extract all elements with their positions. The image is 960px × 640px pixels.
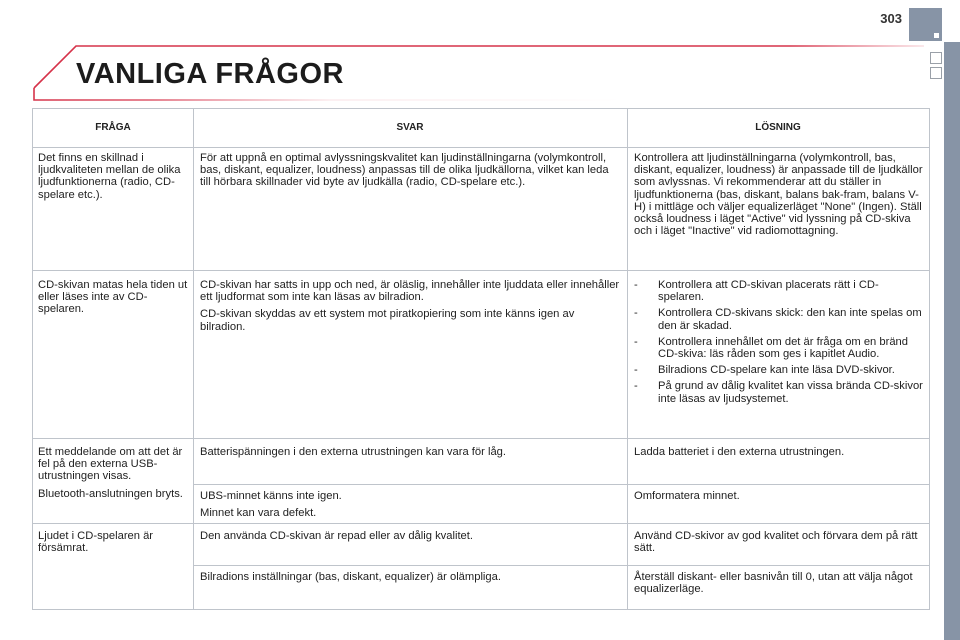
solution-list	[634, 279, 924, 405]
question-text: Ett meddelande om att det är fel på den externa USB-utrustningen visas.	[38, 446, 183, 483]
row2-solution	[634, 279, 924, 409]
subrow-divider	[193, 565, 929, 566]
table-header-row	[33, 109, 929, 148]
list-item: - På grund av dålig kvalitet kan vissa brända CD-skivor inte läsas av ljudsystemet.	[634, 380, 923, 405]
answer-text: Batterispänningen i den externa utrustningen kan vara för låg.	[200, 446, 506, 458]
list-item: - Kontrollera att CD-skivan placerats rätt i CD-spelaren.	[634, 279, 879, 304]
answer-text: Minnet kan vara defekt.	[200, 507, 317, 520]
row4a-solution	[634, 530, 924, 559]
corner-dot	[934, 33, 939, 38]
question-text: CD-skivan matas hela tiden ut eller läses inte av CD-spelaren.	[38, 279, 188, 316]
column-divider	[627, 109, 628, 609]
row2-answer	[200, 279, 620, 338]
answer-text: Den använda CD-skivan är repad eller av dålig kvalitet.	[200, 530, 473, 542]
answer-text: För att uppnå en optimal avlyssningskvalitet kan ljudinställningarna (volymkontroll, bas, diskant, equalizer, loudness) anpassas till de olika ljudkällorna, vilket kan leda till hörbara skillnader vid byte av ljudkälla (radio, CD-spelare etc.).	[200, 152, 609, 189]
list-item: - Kontrollera innehållet om det är fråga om en bränd CD-skiva: läs råden som ges i kapitlet Audio.	[634, 335, 909, 361]
row1-solution	[634, 152, 924, 242]
row3b-answer	[200, 490, 620, 524]
row4b-answer	[200, 571, 620, 588]
header-answer: SVAR	[396, 122, 424, 133]
answer-text: Bilradions inställningar (bas, diskant, equalizer) är olämpliga.	[200, 571, 501, 583]
solution-text: Återställ diskant- eller basnivån till 0, utan att välja något equalizerläge.	[634, 571, 913, 596]
answer-text: UBS-minnet känns inte igen.	[200, 490, 342, 502]
row3a-solution	[634, 446, 924, 463]
list-item: - Kontrollera CD-skivans skick: den kan inte spelas om den är skadad.	[634, 307, 922, 332]
page-title: VANLIGA FRÅGOR	[76, 58, 344, 90]
row-divider	[33, 438, 929, 439]
list-item: - Bilradions CD-spelare kan inte läsa DVD-skivor.	[634, 364, 895, 377]
answer-text: CD-skivan har satts in upp och ned, är oläslig, innehåller inte ljuddata eller innehåller ett ljudformat som inte kan läsas av bilradion.	[200, 279, 620, 304]
header-question: FRÅGA	[95, 122, 131, 133]
column-divider	[193, 109, 194, 609]
solution-text: Omformatera minnet.	[634, 490, 740, 502]
page-number: 303	[880, 11, 902, 26]
question-text: Det finns en skillnad i ljudkvaliteten mellan de olika ljudfunktionerna (radio, CD-spelare etc.).	[38, 152, 181, 201]
row3a-answer	[200, 446, 620, 463]
row3-question	[38, 446, 188, 505]
question-text: Ljudet i CD-spelaren är försämrat.	[38, 530, 154, 555]
row1-answer	[200, 152, 620, 194]
row4b-solution	[634, 571, 924, 600]
corner-tab	[909, 8, 942, 41]
subrow-divider	[193, 484, 929, 485]
solution-text: Ladda batteriet i den externa utrustningen.	[634, 446, 845, 458]
header-solution: LÖSNING	[755, 122, 801, 133]
question-text: Bluetooth-anslutningen bryts.	[38, 487, 183, 500]
row2-question	[38, 279, 188, 321]
row1-question	[38, 152, 188, 206]
solution-text: Använd CD-skivor av god kvalitet och förvara dem på rätt sätt.	[634, 530, 918, 555]
solution-text: Kontrollera att ljudinställningarna (volymkontroll, bas, diskant, equalizer, loudness) är anpassade till de ljudkällor som avlyssnas. Vi rekommenderar att du ställer in ljudfunktionerna (bas, diskant, balans bak-fram, balans V-H) i mittläge och väljer equalizerläget "None" (Ingen). Ställ också loudness i läget "Active" vid lyssning på CD-skiva och i läget "Inactive" vid radiomottagning.	[634, 152, 923, 238]
right-edge-bar	[944, 42, 960, 640]
faq-table	[32, 108, 930, 610]
row4-question	[38, 530, 188, 559]
answer-text: CD-skivan skyddas av ett system mot piratkopiering som inte känns igen av bilradion.	[200, 308, 575, 333]
row3b-solution	[634, 490, 924, 507]
row4a-answer	[200, 530, 620, 547]
row-divider	[33, 270, 929, 271]
